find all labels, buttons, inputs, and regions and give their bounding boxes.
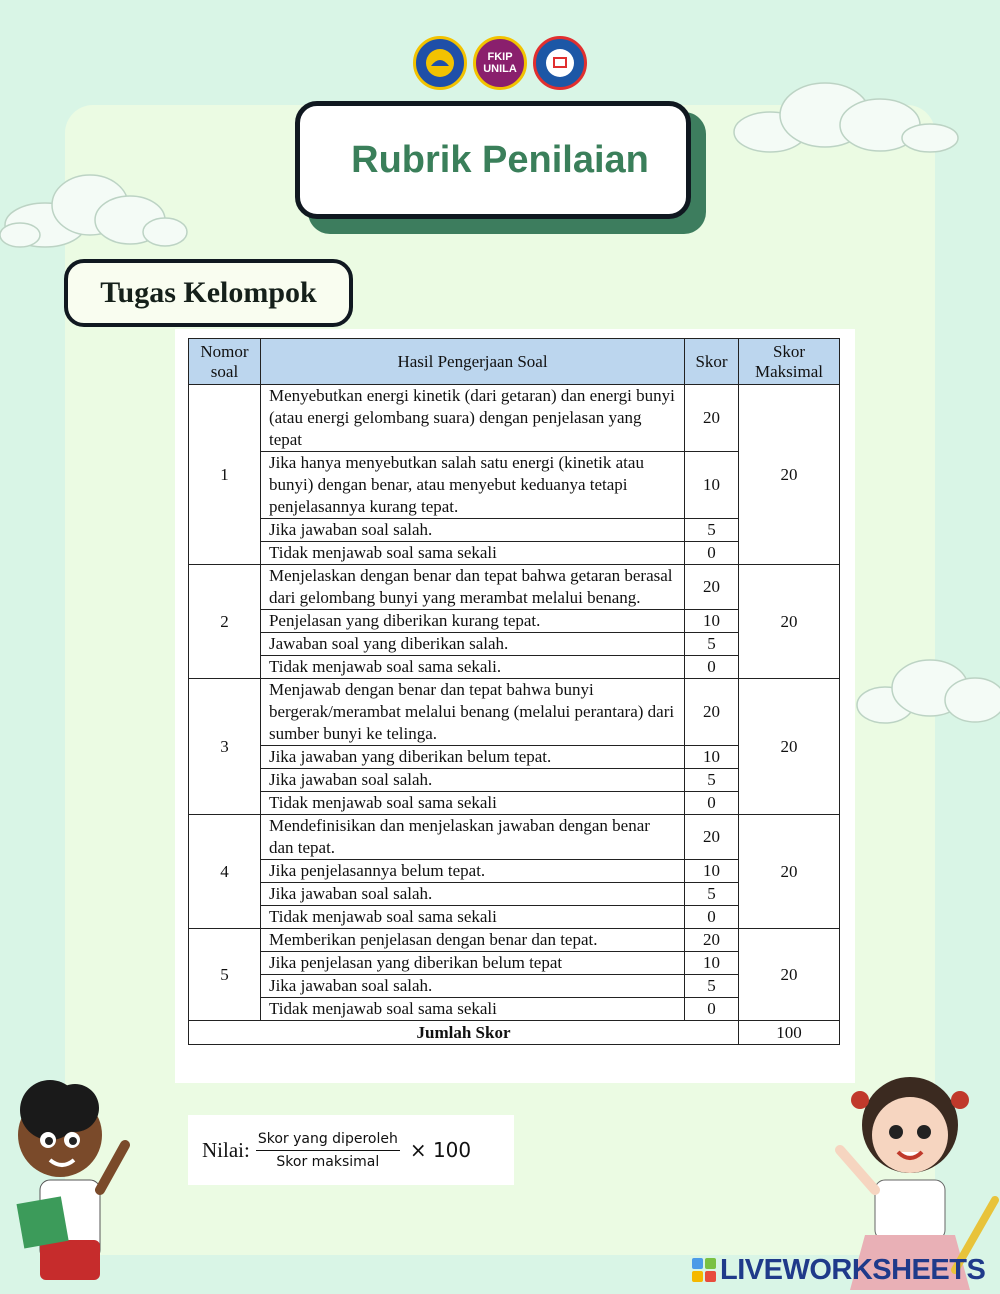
cloud-left-icon — [0, 160, 190, 260]
score-value: 0 — [685, 792, 739, 815]
table-row — [189, 679, 840, 746]
criteria-text: Jika jawaban soal salah. — [260, 975, 684, 998]
max-score: 20 — [739, 679, 840, 815]
question-number: 2 — [189, 565, 261, 679]
score-value: 0 — [685, 542, 739, 565]
max-score: 20 — [739, 565, 840, 679]
rubric-table — [188, 338, 840, 1045]
table-row — [189, 815, 840, 860]
max-score: 20 — [739, 815, 840, 929]
question-number: 1 — [189, 385, 261, 565]
formula-numerator: Skor yang diperoleh — [256, 1131, 400, 1151]
school-logo-icon — [533, 36, 587, 90]
criteria-text: Jika jawaban soal salah. — [260, 519, 684, 542]
table-row — [189, 565, 840, 610]
formula-fraction — [256, 1131, 400, 1170]
table-row — [189, 385, 840, 452]
criteria-text: Tidak menjawab soal sama sekali — [260, 906, 684, 929]
total-row — [189, 1021, 840, 1045]
criteria-text: Menjelaskan dengan benar dan tepat bahwa getaran berasal dari gelombang bunyi yang merambat melalui benang. — [260, 565, 684, 610]
question-number: 3 — [189, 679, 261, 815]
max-score: 20 — [739, 929, 840, 1021]
criteria-text: Tidak menjawab soal sama sekali — [260, 792, 684, 815]
criteria-text: Jika penjelasannya belum tepat. — [260, 860, 684, 883]
criteria-text: Jika penjelasan yang diberikan belum tepat — [260, 952, 684, 975]
score-value: 0 — [685, 998, 739, 1021]
criteria-text: Jika jawaban soal salah. — [260, 883, 684, 906]
score-value: 10 — [685, 452, 739, 519]
total-value: 100 — [739, 1021, 840, 1045]
header-nomor: Nomor soal — [189, 339, 261, 385]
score-value: 20 — [685, 815, 739, 860]
formula-label: Nilai: — [202, 1137, 250, 1162]
criteria-text: Jika jawaban yang diberikan belum tepat. — [260, 746, 684, 769]
criteria-text: Tidak menjawab soal sama sekali — [260, 542, 684, 565]
score-value: 5 — [685, 975, 739, 998]
score-value: 10 — [685, 860, 739, 883]
score-value: 10 — [685, 952, 739, 975]
table-body — [189, 385, 840, 1045]
formula-multiplier: × 100 — [409, 1138, 472, 1162]
header-logos — [413, 36, 587, 90]
score-value: 20 — [685, 929, 739, 952]
score-value: 20 — [685, 565, 739, 610]
title-box — [295, 101, 691, 219]
rubric-table-container — [175, 329, 855, 1083]
criteria-text: Jawaban soal yang diberikan salah. — [260, 633, 684, 656]
header-skor: Skor — [685, 339, 739, 385]
score-value: 0 — [685, 656, 739, 679]
fkip-logo-text: FKIP UNILA — [483, 51, 517, 75]
score-value: 20 — [685, 679, 739, 746]
score-value: 5 — [685, 519, 739, 542]
liveworksheets-brand — [692, 1254, 985, 1286]
table-header-row — [189, 339, 840, 385]
criteria-text: Penjelasan yang diberikan kurang tepat. — [260, 610, 684, 633]
section-title: Tugas Kelompok — [100, 276, 317, 309]
cloud-right-middle-icon — [855, 650, 1000, 740]
criteria-text: Jika hanya menyebutkan salah satu energi (kinetik atau bunyi) dengan benar, atau menyebut keduanya tetapi penjelasannya kurang tepat. — [260, 452, 684, 519]
university-logo-icon — [413, 36, 467, 90]
criteria-text: Menjawab dengan benar dan tepat bahwa bunyi bergerak/merambat melalui benang (melalui perantara) dari sumber bunyi ke telinga. — [260, 679, 684, 746]
criteria-text: Memberikan penjelasan dengan benar dan tepat. — [260, 929, 684, 952]
score-value: 5 — [685, 633, 739, 656]
criteria-text: Mendefinisikan dan menjelaskan jawaban dengan benar dan tepat. — [260, 815, 684, 860]
table-row — [189, 929, 840, 952]
score-value: 10 — [685, 610, 739, 633]
score-value: 0 — [685, 906, 739, 929]
score-formula — [188, 1115, 514, 1185]
criteria-text: Jika jawaban soal salah. — [260, 769, 684, 792]
score-value: 20 — [685, 385, 739, 452]
question-number: 4 — [189, 815, 261, 929]
header-hasil: Hasil Pengerjaan Soal — [260, 339, 684, 385]
boy-student-illustration-icon — [0, 1040, 145, 1294]
score-value: 5 — [685, 883, 739, 906]
page-title: Rubrik Penilaian — [351, 138, 649, 181]
total-label: Jumlah Skor — [189, 1021, 739, 1045]
question-number: 5 — [189, 929, 261, 1021]
score-value: 5 — [685, 769, 739, 792]
fkip-unila-logo — [473, 36, 527, 90]
formula-denominator: Skor maksimal — [276, 1153, 380, 1170]
criteria-text: Tidak menjawab soal sama sekali — [260, 998, 684, 1021]
score-value: 10 — [685, 746, 739, 769]
liveworksheets-logo-icon — [692, 1258, 716, 1282]
criteria-text: Menyebutkan energi kinetik (dari getaran) dan energi bunyi (atau energi gelombang suara) dengan penjelasan yang tepat — [260, 385, 684, 452]
subtitle-box — [64, 259, 353, 327]
cloud-right-top-icon — [730, 70, 960, 165]
header-skor-maksimal: Skor Maksimal — [739, 339, 840, 385]
brand-text: LIVEWORKSHEETS — [720, 1253, 986, 1286]
criteria-text: Tidak menjawab soal sama sekali. — [260, 656, 684, 679]
max-score: 20 — [739, 385, 840, 565]
